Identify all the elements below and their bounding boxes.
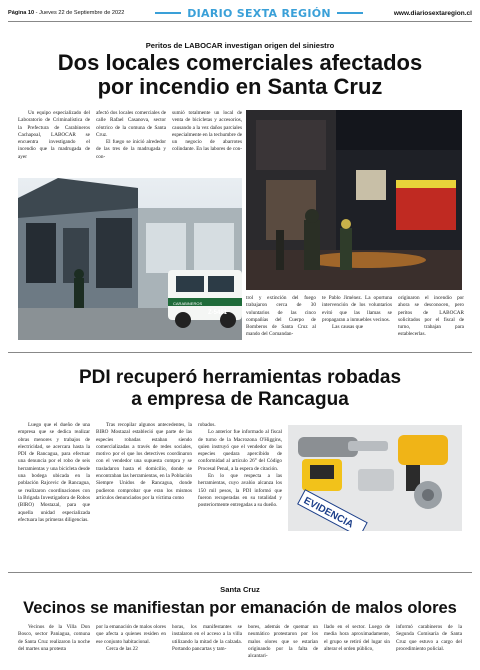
article2-column-1 — [18, 422, 90, 564]
article2-headline — [0, 367, 480, 411]
article2-column-2 — [96, 422, 192, 564]
article3-col3-text: horas, los manifestantes se instalaron en el acceso a la villa utilizando la mitad de la calzada. Portando pancartas y tam- — [172, 624, 242, 652]
article1-column-2 — [96, 110, 166, 176]
article3-col5-text: llado en el sector. Luego de media hora aproximadamente, el grupo se retiró del lugar sin alterar el orden público, — [324, 624, 390, 652]
article2-col3a-text: robados. — [198, 422, 216, 428]
article2-headline-line2: a empresa de Rancagua — [131, 389, 349, 410]
article3-column-4 — [248, 624, 318, 668]
article3-col4-text: bores, además de quemar un neumático protestaron por los malos olores que se estarían originando por la falta de alcantari- — [248, 624, 318, 660]
page-info — [8, 10, 124, 16]
article1-col2a-text: afectó dos locales comerciales de calle Rafael Casanova, sector céntrico de la comuna de Santa Cruz. — [96, 110, 166, 138]
article2-col3c-text: En lo que respecta a las herramientas, cuyo avalúo alcanza los 150 mil pesos, la PDI informó que fueron recuperadas en su totalidad y posteriormente entregadas a su dueño. — [198, 473, 282, 509]
masthead — [155, 7, 363, 20]
article3-column-5 — [324, 624, 390, 668]
article3-col2a-text: por la emanación de malos olores que afecta a quienes residen en ese conjunto habitacional. — [96, 624, 166, 645]
masthead-title: DIARIO SEXTA REGIÓN — [187, 6, 331, 20]
page-date: - Jueves 22 de Septiembre de 2022 — [34, 10, 125, 16]
masthead-rule-right — [337, 12, 363, 14]
page-header — [8, 6, 472, 20]
article2-col3b-text: Lo anterior fue informado al fiscal de turno de la Macrozona O'Higgins, quien instruyó que el vendedor de las especies quedara apercibido de conformidad al artículo 26° del Código Procesal Penal, a la espera de citación. — [198, 429, 282, 472]
article-divider-2 — [8, 572, 472, 573]
article1-column-6 — [398, 295, 464, 345]
article2-col2-text: Tras recopilar algunos antecedentes, la BIRO Mostazal estableció que parte de las especies robadas estaban siendo comercializadas a través de redes sociales, motivo por el que los detectives coordinaron con el vendedor una supuesta compra y se trasladaron hasta el domicilio, donde se encontraban las herramientas, en la Población Siempre Unidos de Rancagua, donde pudieron comprobar que eran los mismos artículos denunciados por la víctima como — [96, 422, 192, 501]
police-car-label: CARABINEROS — [173, 301, 203, 306]
article1-col3-text: sumió totalmente un local de venta de bicicletas y accesorios, causando a la vez daños parciales especialmente en la techumbre de un negocio de abarrotes colindante. En las labores de con- — [172, 110, 242, 153]
firefighters-night-photo — [246, 110, 462, 290]
fire-aftermath-photo — [18, 178, 242, 340]
article1-col5b-text: Las causas que — [332, 324, 364, 331]
article1-headline — [0, 51, 480, 99]
article1-col2b-text: El fuego se inició alrededor de las tres de la madrugada y con- — [96, 139, 166, 160]
article1-headline-line1: Dos locales comerciales afectados — [57, 50, 423, 75]
article1-col1-text: Un equipo especializado del Laboratorio de Criminalística de la Prefectura de Carabineros Cachapoal, LABOCAR se encuentra investigando el incendio que la madrugada de ayer — [18, 110, 90, 160]
recovered-tools-photo — [288, 425, 462, 531]
police-car-plate: Z-5481 — [208, 310, 228, 316]
article2-column-3 — [198, 422, 282, 564]
article3-col2b-text: Cerca de las 22 — [106, 645, 138, 652]
article1-headline-line2: por incendio en Santa Cruz — [97, 74, 383, 99]
page-number: Página 10 — [8, 10, 35, 16]
article1-col6-text: originaron el incendio por ahora se desconocen, pero peritos de LABOCAR solicitados por el fiscal de turno, trabajan para establecerlas. — [398, 295, 464, 338]
article1-column-3 — [172, 110, 242, 176]
evidence-label: EVIDENCIA — [301, 495, 356, 531]
article3-column-6 — [396, 624, 462, 668]
article3-col6-text: informó carabineros de la Segunda Comisaría de Santa Cruz que estuvo a cargo del procedimiento policial. — [396, 624, 462, 652]
article-divider-1 — [8, 352, 472, 353]
article3-column-2 — [96, 624, 166, 668]
article1-column-1 — [18, 110, 90, 176]
article1-column-4 — [246, 295, 316, 345]
article3-headline: Vecinos se manifiestan por emanación de malos olores — [23, 599, 457, 617]
masthead-rule-left — [155, 12, 181, 14]
article3-column-1 — [18, 624, 90, 668]
article3-kicker: Santa Cruz — [220, 585, 260, 594]
article1-kicker: Peritos de LABOCAR investigan origen del siniestro — [145, 41, 335, 50]
article2-headline-line1: PDI recuperó herramientas robadas — [78, 367, 402, 388]
article2-col1-text: Luego que el dueño de una empresa que se dedica realizar obras menores y trabajos de electricidad, se acercara hasta la PDI de Rancagua, para efectuar una denuncia por el robo de seis herramientas y una bicicleta desde una bodega ubicada en la población Rajcevic de Rancagua, se realizaron coordinaciones con la Brigada Investigadora de Robos (BIRO) Mostazal, para que aquella unidad especializada efectuara las primeras diligencias. — [18, 422, 90, 523]
article1-col5a-text: te Pablo Jiménez. La oportuna intervención de los voluntarios evitó que las llamas se propagaran a inmuebles vecinos. — [322, 295, 392, 323]
article1-col4-text: trol y extinción del fuego trabajaron cerca de 30 voluntarios de las cinco compañías del Cuerpo de Bomberos de Santa Cruz al mando del Comandan- — [246, 295, 316, 338]
article3-col1-text: Vecinos de la Villa Don Bosco, sector Paniagua, comuna de Santa Cruz realizaron la noche del martes una protesta — [18, 624, 90, 652]
article3-column-3 — [172, 624, 242, 668]
header-divider — [8, 21, 472, 22]
article1-column-5 — [322, 295, 392, 345]
website-link[interactable]: www.diariosextaregion.cl — [393, 9, 472, 17]
